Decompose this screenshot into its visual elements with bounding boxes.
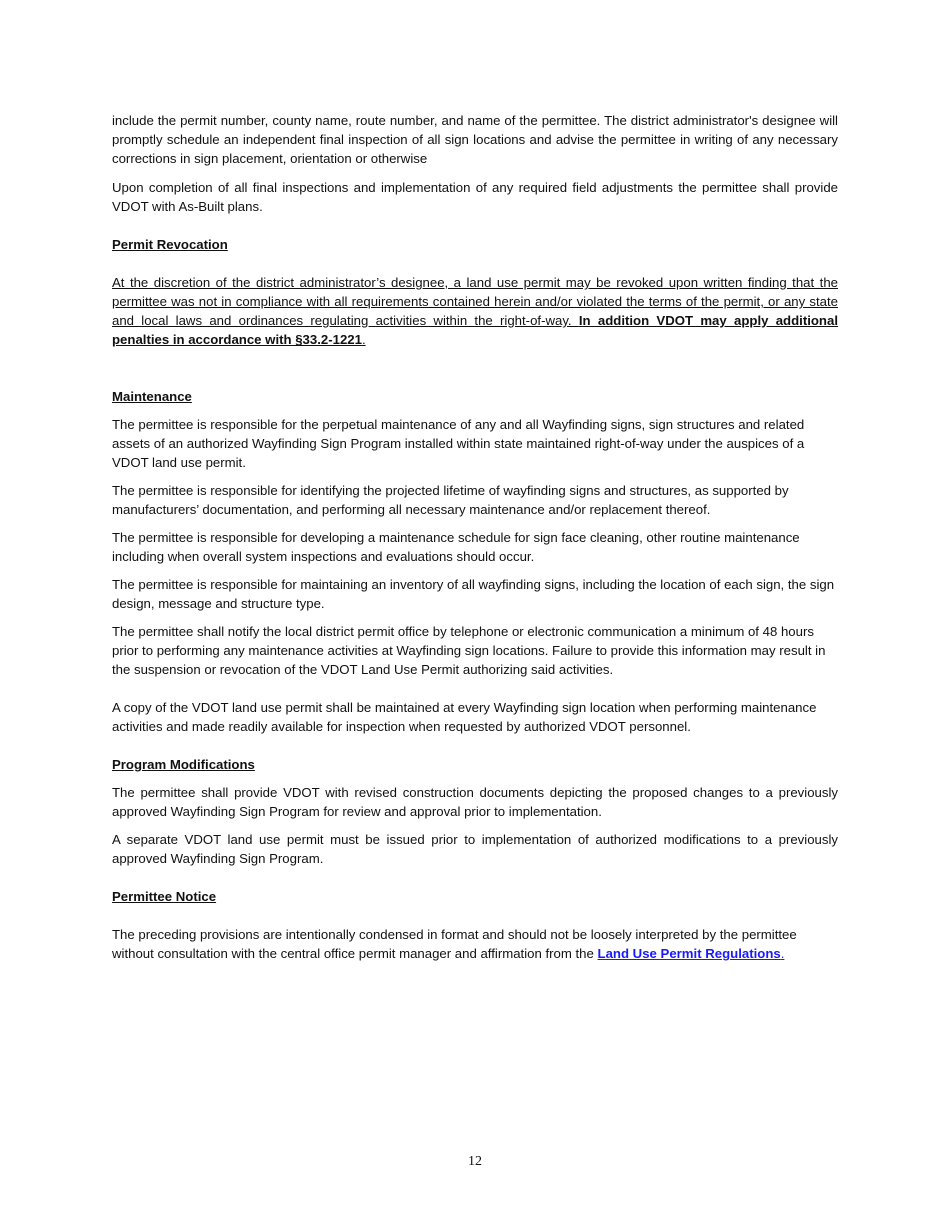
page-number: 12 — [468, 1154, 482, 1169]
land-use-permit-regulations-link[interactable]: Land Use Permit Regulations — [597, 946, 781, 961]
document-page — [112, 111, 838, 963]
paragraph-inspection: include the permit number, county name, route number, and name of the permittee. The district administrator's designee will promptly schedule an independent final inspection of all sign locations and advise the permittee in writing of any necessary corrections in sign placement, orientation or otherwise — [112, 113, 838, 166]
maintenance-item: The permittee is responsible for maintaining an inventory of all wayfinding signs, including the location of each sign, the sign design, message and structure type. — [112, 577, 835, 611]
modifications-item: The permittee shall provide VDOT with revised construction documents depicting the proposed changes to a previously approved Wayfinding Sign Program for review and approval prior to implementation. — [112, 785, 838, 819]
maintenance-item: The permittee is responsible for developing a maintenance schedule for sign face cleaning, other routine maintenance including when overall system inspections and evaluations should occur. — [112, 530, 800, 564]
paragraph-permittee-notice — [112, 925, 838, 963]
heading-maintenance: Maintenance — [112, 389, 192, 404]
heading-permit-revocation: Permit Revocation — [112, 237, 228, 252]
revocation-text: At the discretion of the district administrator’s designee, a land use permit may be revoked upon written finding that the permittee was not in compliance with all requirements contained herein and/or violated the terms of the permit, or any state and local laws and ordinances regulating activities within the right-of-way. — [112, 275, 838, 328]
heading-permittee-notice: Permittee Notice — [112, 889, 217, 904]
notice-text: The preceding provisions are intentionally condensed in format and should not be loosely interpreted by the permittee without consultation with the central office permit manager and affirmation from the — [112, 927, 797, 961]
maintenance-item: The permittee shall notify the local district permit office by telephone or electronic communication a minimum of 48 hours prior to performing any maintenance activities at Wayfinding sign locations. Failure to provide this information may result in the suspension or revocation of the VDOT Land Use Permit authorizing said activities. — [112, 624, 826, 677]
notice-end: . — [780, 946, 785, 961]
paragraph-as-built: Upon completion of all final inspections and implementation of any required field adjustments the permittee shall provide VDOT with As-Built plans. — [112, 180, 838, 214]
modifications-item: A separate VDOT land use permit must be issued prior to implementation of authorized modifications to a previously approved Wayfinding Sign Program. — [112, 832, 838, 866]
revocation-penalty-text: In addition VDOT may apply additional penalties in accordance with §33.2-1221 — [112, 313, 838, 347]
paragraph-revocation — [112, 273, 838, 349]
maintenance-item: The permittee is responsible for the perpetual maintenance of any and all Wayfinding signs, sign structures and related assets of an authorized Wayfinding Sign Program installed within state maintained right-of-way under the auspices of a VDOT land use permit. — [112, 417, 805, 470]
maintenance-item: A copy of the VDOT land use permit shall be maintained at every Wayfinding sign location when performing maintenance activities and made readily available for inspection when requested by authorized VDOT personnel. — [112, 700, 817, 734]
revocation-end: . — [361, 332, 366, 347]
maintenance-item: The permittee is responsible for identifying the projected lifetime of wayfinding signs and structures, as supported by manufacturers’ documentation, and performing all necessary maintenance and/or replacement thereof. — [112, 483, 789, 517]
heading-program-modifications: Program Modifications — [112, 757, 255, 772]
